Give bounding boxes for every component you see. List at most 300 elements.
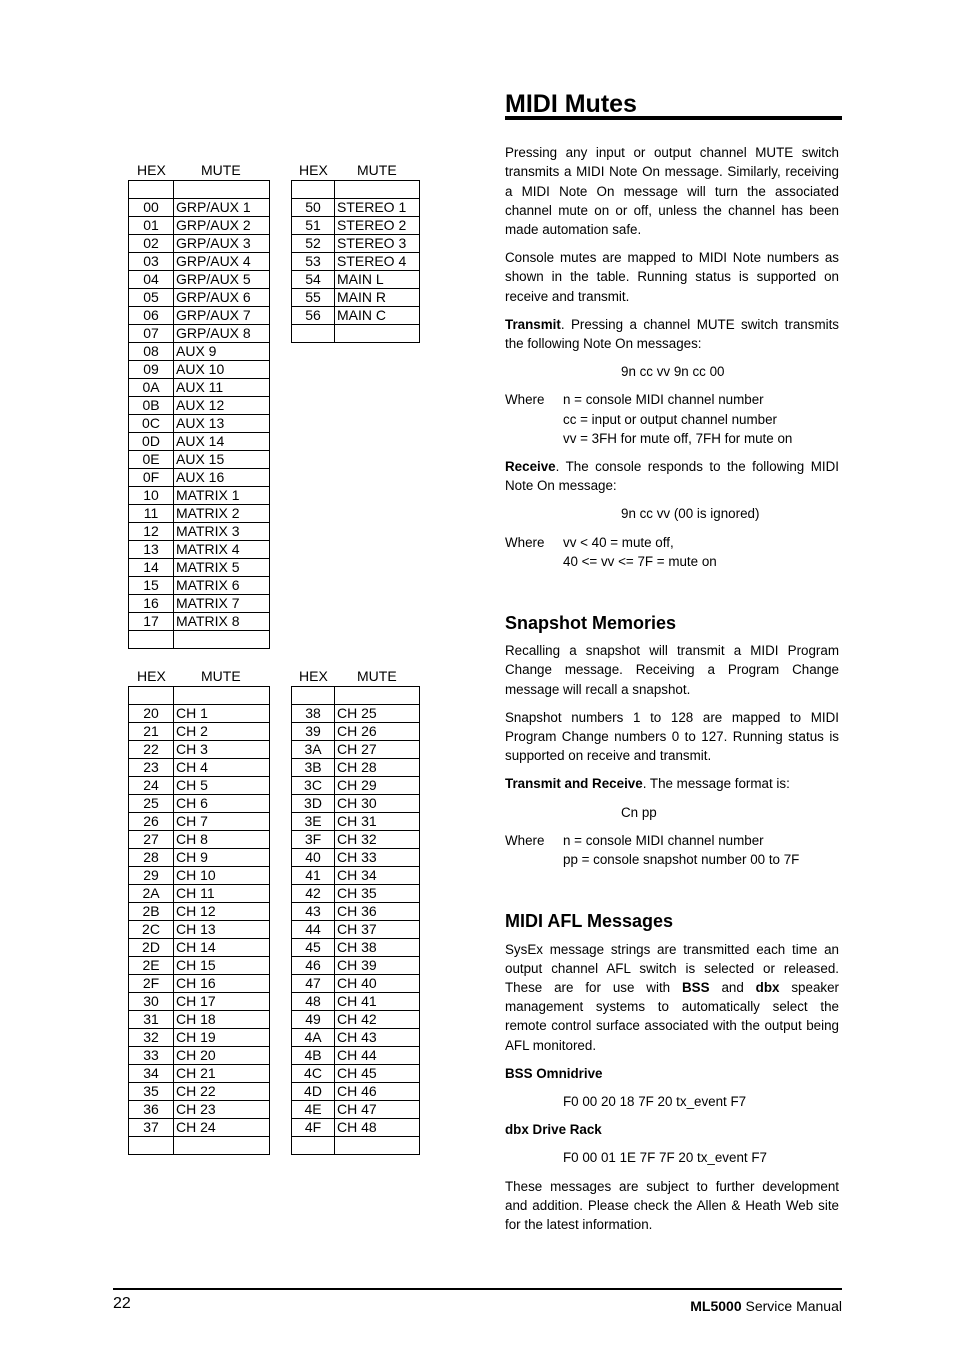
hex-cell: 47 xyxy=(292,975,335,993)
table-row xyxy=(129,993,270,1011)
table-row xyxy=(292,993,420,1011)
mute-cell: CH 43 xyxy=(335,1029,420,1047)
where-block-1: Where n = console MIDI channel number cc = input or output channel number vv = 3FH for mute off, 7FH for mute on xyxy=(505,392,793,446)
table-row xyxy=(292,903,420,921)
mute-cell: CH 5 xyxy=(174,777,270,795)
hex-cell: 34 xyxy=(129,1065,174,1083)
hex-cell: 4E xyxy=(292,1101,335,1119)
table-row xyxy=(129,397,270,415)
table-row xyxy=(129,831,270,849)
mute-cell: CH 44 xyxy=(335,1047,420,1065)
hex-cell: 4C xyxy=(292,1065,335,1083)
hex-cell: 02 xyxy=(129,235,174,253)
mute-table-ch1-24 xyxy=(128,686,270,1155)
table-row xyxy=(129,1065,270,1083)
table-row xyxy=(129,687,270,705)
mute-cell: GRP/AUX 2 xyxy=(174,217,270,235)
mute-cell: CH 26 xyxy=(335,723,420,741)
hex-cell: 08 xyxy=(129,343,174,361)
table-row xyxy=(292,325,420,343)
mute-cell: CH 42 xyxy=(335,1011,420,1029)
table-row xyxy=(292,1029,420,1047)
footer-title: ML5000 Service Manual xyxy=(690,1298,842,1314)
hex-cell: 05 xyxy=(129,289,174,307)
table-row xyxy=(129,741,270,759)
hex-cell: 54 xyxy=(292,271,335,289)
hex-cell: 27 xyxy=(129,831,174,849)
bss-label: BSS Omnidrive xyxy=(505,1065,603,1081)
mute-cell: CH 24 xyxy=(174,1119,270,1137)
mute-cell: CH 3 xyxy=(174,741,270,759)
hex-cell: 3D xyxy=(292,795,335,813)
hex-header: HEX xyxy=(137,162,166,178)
hex-cell: 23 xyxy=(129,759,174,777)
hex-header: HEX xyxy=(299,162,328,178)
table-row xyxy=(292,687,420,705)
mute-cell: MAIN L xyxy=(335,271,420,289)
table-row xyxy=(129,307,270,325)
hex-cell: 11 xyxy=(129,505,174,523)
table-row xyxy=(292,1047,420,1065)
hex-cell xyxy=(129,1137,174,1155)
mute-cell: AUX 12 xyxy=(174,397,270,415)
mute-cell: STEREO 2 xyxy=(335,217,420,235)
mute-cell xyxy=(174,1137,270,1155)
table-row xyxy=(292,795,420,813)
mute-cell: CH 48 xyxy=(335,1119,420,1137)
hex-cell: 49 xyxy=(292,1011,335,1029)
table-row xyxy=(292,867,420,885)
mute-cell: CH 27 xyxy=(335,741,420,759)
hex-cell: 31 xyxy=(129,1011,174,1029)
table-row xyxy=(292,1101,420,1119)
dbx-label: dbx Drive Rack xyxy=(505,1122,602,1138)
table-row xyxy=(129,631,270,649)
mute-cell: AUX 11 xyxy=(174,379,270,397)
table-row xyxy=(129,379,270,397)
mute-cell: CH 30 xyxy=(335,795,420,813)
hex-cell: 55 xyxy=(292,289,335,307)
mute-cell: STEREO 1 xyxy=(335,199,420,217)
hex-cell: 10 xyxy=(129,487,174,505)
hex-cell: 46 xyxy=(292,957,335,975)
table-row xyxy=(129,975,270,993)
mute-cell: AUX 10 xyxy=(174,361,270,379)
mute-cell: CH 47 xyxy=(335,1101,420,1119)
table-row xyxy=(292,705,420,723)
table-row xyxy=(129,867,270,885)
hex-cell: 2C xyxy=(129,921,174,939)
hex-cell xyxy=(129,687,174,705)
table-row xyxy=(129,577,270,595)
mute-header: MUTE xyxy=(357,668,397,684)
hex-cell: 0A xyxy=(129,379,174,397)
mute-cell: CH 11 xyxy=(174,885,270,903)
mute-header: MUTE xyxy=(357,162,397,178)
mute-cell: GRP/AUX 4 xyxy=(174,253,270,271)
hex-cell: 01 xyxy=(129,217,174,235)
hex-cell: 07 xyxy=(129,325,174,343)
table-row xyxy=(129,181,270,199)
hex-cell: 0C xyxy=(129,415,174,433)
mute-cell: CH 45 xyxy=(335,1065,420,1083)
hex-cell: 03 xyxy=(129,253,174,271)
mute-cell: GRP/AUX 8 xyxy=(174,325,270,343)
hex-cell xyxy=(292,687,335,705)
hex-cell: 3A xyxy=(292,741,335,759)
hex-cell: 09 xyxy=(129,361,174,379)
table-row xyxy=(129,921,270,939)
mute-cell: MATRIX 4 xyxy=(174,541,270,559)
hex-cell: 0D xyxy=(129,433,174,451)
table-row xyxy=(129,957,270,975)
table-row xyxy=(292,723,420,741)
snapshot-heading: Snapshot Memories xyxy=(505,613,677,634)
hex-cell: 26 xyxy=(129,813,174,831)
hex-cell: 20 xyxy=(129,705,174,723)
mute-cell: CH 25 xyxy=(335,705,420,723)
table-row xyxy=(129,613,270,631)
mute-cell xyxy=(335,181,420,199)
hex-cell: 42 xyxy=(292,885,335,903)
hex-cell: 35 xyxy=(129,1083,174,1101)
table-row xyxy=(129,433,270,451)
table-row xyxy=(292,741,420,759)
hex-cell xyxy=(129,181,174,199)
table-row xyxy=(129,903,270,921)
mute-cell: MATRIX 8 xyxy=(174,613,270,631)
mute-cell xyxy=(335,687,420,705)
hex-cell: 53 xyxy=(292,253,335,271)
table-row xyxy=(129,1029,270,1047)
snapshot-paragraph-2: Snapshot numbers 1 to 128 are mapped to MIDI Program Change numbers 0 to 127. Running status is supported on receive and transmit. xyxy=(505,709,839,764)
mute-cell: CH 10 xyxy=(174,867,270,885)
hex-cell: 30 xyxy=(129,993,174,1011)
hex-cell xyxy=(292,1137,335,1155)
mute-cell: MATRIX 6 xyxy=(174,577,270,595)
table-row xyxy=(129,217,270,235)
hex-cell: 15 xyxy=(129,577,174,595)
mute-cell: GRP/AUX 3 xyxy=(174,235,270,253)
hex-cell: 0F xyxy=(129,469,174,487)
hex-cell: 45 xyxy=(292,939,335,957)
table-row xyxy=(129,795,270,813)
hex-cell: 32 xyxy=(129,1029,174,1047)
table-row xyxy=(292,885,420,903)
table-row xyxy=(292,217,420,235)
table-row xyxy=(292,1083,420,1101)
hex-cell: 4D xyxy=(292,1083,335,1101)
hex-cell: 0E xyxy=(129,451,174,469)
hex-cell: 41 xyxy=(292,867,335,885)
mute-cell xyxy=(174,181,270,199)
table-row xyxy=(129,723,270,741)
mute-cell xyxy=(174,687,270,705)
table-row xyxy=(129,1137,270,1155)
table-row xyxy=(129,541,270,559)
mute-cell: CH 2 xyxy=(174,723,270,741)
table-row xyxy=(292,831,420,849)
hex-cell: 2B xyxy=(129,903,174,921)
mute-cell: CH 9 xyxy=(174,849,270,867)
hex-cell: 4B xyxy=(292,1047,335,1065)
hex-cell: 04 xyxy=(129,271,174,289)
table-row xyxy=(292,1137,420,1155)
hex-cell: 24 xyxy=(129,777,174,795)
table-row xyxy=(129,813,270,831)
mute-cell: CH 15 xyxy=(174,957,270,975)
table-row xyxy=(292,849,420,867)
mute-cell: MATRIX 2 xyxy=(174,505,270,523)
mute-cell: AUX 14 xyxy=(174,433,270,451)
hex-cell xyxy=(129,631,174,649)
hex-cell: 44 xyxy=(292,921,335,939)
table-row xyxy=(292,1065,420,1083)
mute-cell: GRP/AUX 6 xyxy=(174,289,270,307)
table-row xyxy=(129,939,270,957)
receive-code: 9n cc vv (00 is ignored) xyxy=(621,506,760,522)
hex-cell: 12 xyxy=(129,523,174,541)
hex-cell: 48 xyxy=(292,993,335,1011)
afl-paragraph-1: SysEx message strings are transmitted each time an output channel AFL switch is selected or released. These are for use with BSS and dbx speaker management systems to automatically select the remote control surface associated with the output being AFL monitored. xyxy=(505,941,840,1053)
table-row xyxy=(129,271,270,289)
page-number: 22 xyxy=(113,1295,131,1312)
table-row xyxy=(129,253,270,271)
table-row xyxy=(129,451,270,469)
mute-cell: CH 38 xyxy=(335,939,420,957)
mute-cell: MATRIX 3 xyxy=(174,523,270,541)
mute-cell: AUX 13 xyxy=(174,415,270,433)
snapshot-code: Cn pp xyxy=(621,804,657,820)
hex-cell: 22 xyxy=(129,741,174,759)
mute-cell: GRP/AUX 7 xyxy=(174,307,270,325)
hex-cell: 3C xyxy=(292,777,335,795)
hex-cell: 14 xyxy=(129,559,174,577)
table-row xyxy=(292,1011,420,1029)
table-row xyxy=(129,325,270,343)
hex-cell: 56 xyxy=(292,307,335,325)
mute-cell: STEREO 4 xyxy=(335,253,420,271)
table-row xyxy=(292,759,420,777)
where-block-3: Where n = console MIDI channel number pp = console snapshot number 00 to 7F xyxy=(505,832,800,868)
table-row xyxy=(129,469,270,487)
table-row xyxy=(129,487,270,505)
hex-cell: 50 xyxy=(292,199,335,217)
hex-cell: 3B xyxy=(292,759,335,777)
mute-table-ch25-48 xyxy=(291,686,420,1155)
table-row xyxy=(292,199,420,217)
table-row xyxy=(129,235,270,253)
table-row xyxy=(292,253,420,271)
transmit-receive-label: Transmit and Receive xyxy=(505,776,643,792)
hex-cell: 28 xyxy=(129,849,174,867)
table-row xyxy=(129,1101,270,1119)
hex-cell: 25 xyxy=(129,795,174,813)
mute-cell: CH 18 xyxy=(174,1011,270,1029)
mute-cell: CH 39 xyxy=(335,957,420,975)
mute-cell: CH 46 xyxy=(335,1083,420,1101)
table-row xyxy=(129,289,270,307)
mute-cell: CH 28 xyxy=(335,759,420,777)
mute-cell: CH 23 xyxy=(174,1101,270,1119)
mute-cell: MATRIX 7 xyxy=(174,595,270,613)
mute-cell: GRP/AUX 5 xyxy=(174,271,270,289)
footer-rule xyxy=(113,1288,842,1290)
hex-header: HEX xyxy=(137,668,166,684)
mute-header: MUTE xyxy=(201,162,241,178)
hex-cell: 06 xyxy=(129,307,174,325)
table-row xyxy=(292,939,420,957)
table-row xyxy=(292,289,420,307)
page-title: MIDI Mutes xyxy=(505,95,842,120)
mute-cell: CH 29 xyxy=(335,777,420,795)
mute-cell: STEREO 3 xyxy=(335,235,420,253)
mute-cell: CH 7 xyxy=(174,813,270,831)
hex-cell: 4F xyxy=(292,1119,335,1137)
hex-cell: 16 xyxy=(129,595,174,613)
hex-cell: 4A xyxy=(292,1029,335,1047)
table-row xyxy=(292,957,420,975)
mute-cell: MAIN R xyxy=(335,289,420,307)
table-row xyxy=(129,595,270,613)
mute-cell: CH 34 xyxy=(335,867,420,885)
mute-cell: CH 17 xyxy=(174,993,270,1011)
mute-cell: CH 40 xyxy=(335,975,420,993)
hex-cell: 36 xyxy=(129,1101,174,1119)
hex-cell: 52 xyxy=(292,235,335,253)
transmit-label: Transmit xyxy=(505,316,561,332)
table-row xyxy=(292,921,420,939)
mute-cell xyxy=(335,325,420,343)
mute-cell: CH 35 xyxy=(335,885,420,903)
table-row xyxy=(292,307,420,325)
hex-cell xyxy=(292,325,335,343)
where-block-2: Where vv < 40 = mute off, 40 <= vv <= 7F = mute on xyxy=(505,534,717,569)
table-row xyxy=(292,777,420,795)
table-row xyxy=(129,343,270,361)
right-column xyxy=(505,90,840,1243)
mute-cell: CH 12 xyxy=(174,903,270,921)
mute-cell: CH 41 xyxy=(335,993,420,1011)
table-row xyxy=(129,523,270,541)
mute-cell: CH 19 xyxy=(174,1029,270,1047)
table-row xyxy=(292,271,420,289)
transmit-receive-paragraph: Transmit and Receive. The message format is: xyxy=(505,776,790,792)
hex-cell: 0B xyxy=(129,397,174,415)
mute-cell: GRP/AUX 1 xyxy=(174,199,270,217)
hex-cell: 39 xyxy=(292,723,335,741)
mute-cell: CH 8 xyxy=(174,831,270,849)
transmit-code: 9n cc vv 9n cc 00 xyxy=(621,364,725,380)
mute-cell: CH 37 xyxy=(335,921,420,939)
hex-cell: 3E xyxy=(292,813,335,831)
hex-cell: 21 xyxy=(129,723,174,741)
mute-cell xyxy=(335,1137,420,1155)
mute-cell: AUX 9 xyxy=(174,343,270,361)
table-row xyxy=(292,181,420,199)
hex-cell: 17 xyxy=(129,613,174,631)
mute-cell: MAIN C xyxy=(335,307,420,325)
mute-cell: CH 4 xyxy=(174,759,270,777)
hex-cell: 3F xyxy=(292,831,335,849)
table-row xyxy=(129,759,270,777)
mute-cell: CH 22 xyxy=(174,1083,270,1101)
hex-cell: 51 xyxy=(292,217,335,235)
table-row xyxy=(129,1011,270,1029)
mute-cell: CH 20 xyxy=(174,1047,270,1065)
afl-paragraph-2: These messages are subject to further development and addition. Please check the Allen & Heath Web site for the latest information. xyxy=(505,1178,839,1232)
receive-label: Receive xyxy=(505,459,556,475)
mutes-paragraph-2: Console mutes are mapped to MIDI Note numbers as shown in the table. Running status is supported on receive and transmit. xyxy=(505,250,839,304)
mute-cell: CH 16 xyxy=(174,975,270,993)
dbx-code: F0 00 01 1E 7F 7F 20 tx_event F7 xyxy=(563,1150,767,1166)
hex-cell: 43 xyxy=(292,903,335,921)
mute-cell: CH 14 xyxy=(174,939,270,957)
receive-paragraph: Receive. The console responds to the following MIDI Note On message: xyxy=(505,459,839,494)
hex-header: HEX xyxy=(299,668,328,684)
mute-cell xyxy=(174,631,270,649)
mute-cell: CH 1 xyxy=(174,705,270,723)
mute-cell: CH 21 xyxy=(174,1065,270,1083)
mute-cell: MATRIX 5 xyxy=(174,559,270,577)
table-row xyxy=(129,1083,270,1101)
hex-cell: 13 xyxy=(129,541,174,559)
table-row xyxy=(129,1119,270,1137)
hex-cell: 2E xyxy=(129,957,174,975)
table-row xyxy=(129,1047,270,1065)
hex-cell: 2A xyxy=(129,885,174,903)
mute-cell: CH 31 xyxy=(335,813,420,831)
mute-cell: CH 13 xyxy=(174,921,270,939)
table-row xyxy=(129,705,270,723)
mute-cell: CH 32 xyxy=(335,831,420,849)
hex-cell: 2F xyxy=(129,975,174,993)
table-row xyxy=(129,849,270,867)
mutes-paragraph-1: Pressing any input or output channel MUTE switch transmits a MIDI Note On message. Similarly, receiving a MIDI Note On message will turn the associated channel mute on or off, unless the channel has been made automation safe. xyxy=(505,145,839,238)
hex-cell: 37 xyxy=(129,1119,174,1137)
table-row xyxy=(129,559,270,577)
table-row xyxy=(129,885,270,903)
hex-cell: 2D xyxy=(129,939,174,957)
table-row xyxy=(129,361,270,379)
hex-cell xyxy=(292,181,335,199)
table-row xyxy=(292,813,420,831)
afl-heading: MIDI AFL Messages xyxy=(505,911,674,932)
table-row xyxy=(129,415,270,433)
table-row xyxy=(129,777,270,795)
mute-cell: AUX 16 xyxy=(174,469,270,487)
table-row xyxy=(292,1119,420,1137)
hex-cell: 33 xyxy=(129,1047,174,1065)
hex-cell: 38 xyxy=(292,705,335,723)
mute-cell: MATRIX 1 xyxy=(174,487,270,505)
mute-header: MUTE xyxy=(201,668,241,684)
hex-cell: 29 xyxy=(129,867,174,885)
mute-cell: CH 33 xyxy=(335,849,420,867)
table-row xyxy=(129,199,270,217)
mute-table-groups xyxy=(128,180,270,649)
transmit-paragraph: Transmit. Pressing a channel MUTE switch transmits the following Note On messages: xyxy=(505,316,839,352)
hex-cell: 00 xyxy=(129,199,174,217)
hex-cell: 40 xyxy=(292,849,335,867)
mute-cell: CH 36 xyxy=(335,903,420,921)
table-row xyxy=(129,505,270,523)
mute-cell: AUX 15 xyxy=(174,451,270,469)
mute-table-stereo xyxy=(291,180,420,343)
snapshot-paragraph-1: Recalling a snapshot will transmit a MIDI Program Change message. Receiving a Program Change message will recall a snapshot. xyxy=(505,643,839,697)
mute-cell: CH 6 xyxy=(174,795,270,813)
bss-code: F0 00 20 18 7F 20 tx_event F7 xyxy=(563,1093,747,1109)
